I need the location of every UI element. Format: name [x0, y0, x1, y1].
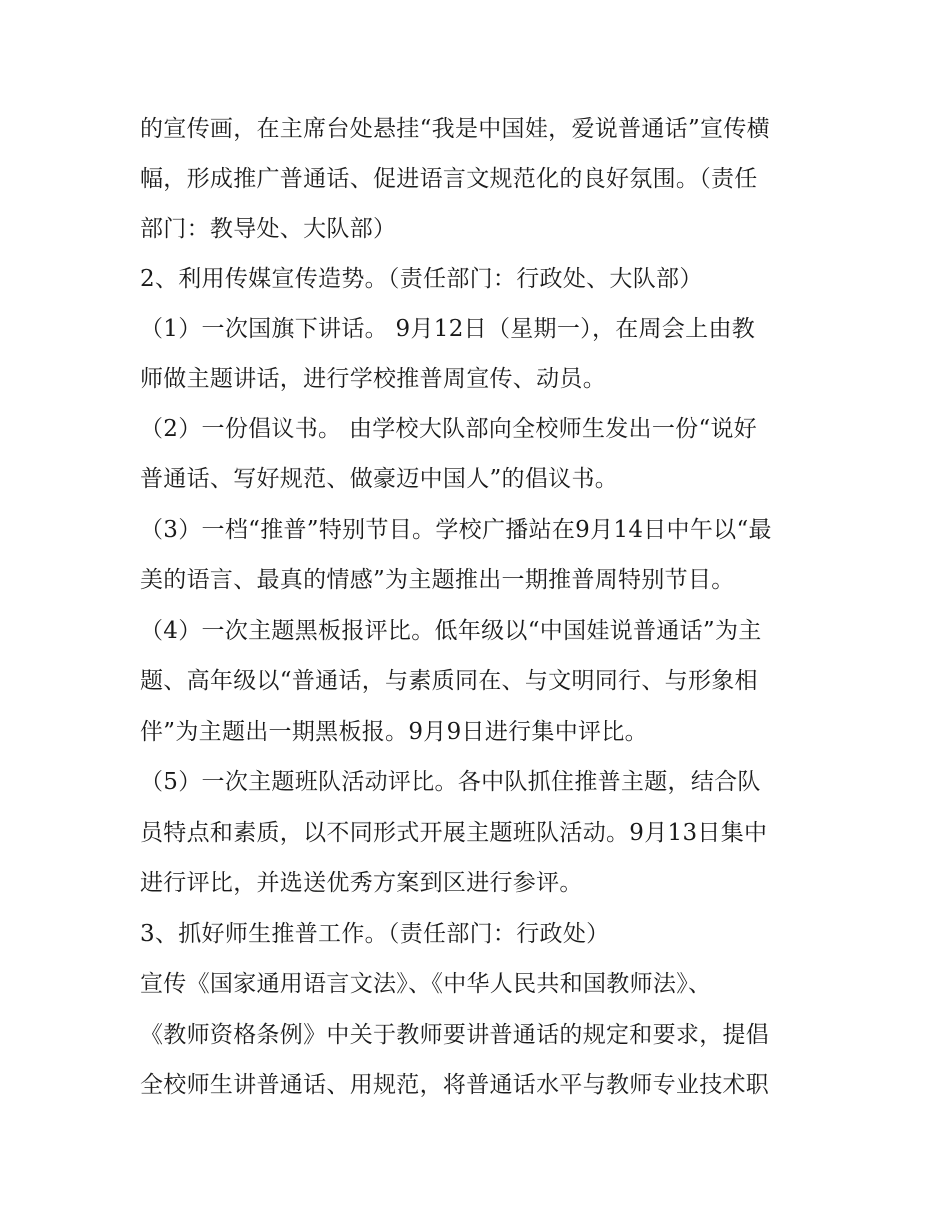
text-line: 3、抓好师生推普工作。（责任部门：行政处）: [140, 921, 610, 947]
text-line: 师做主题讲话，进行学校推普周宣传、动员。: [140, 366, 606, 392]
text-line: 的宣传画，在主席台处悬挂“我是中国娃，爱说普通话”宣传横: [140, 116, 770, 142]
text-line: 美的语言、最真的情感”为主题推出一期推普周特别节目。: [140, 567, 735, 593]
text-line: 《教师资格条例》中关于教师要讲普通话的规定和要求，提倡: [140, 1022, 770, 1048]
text-line: 普通话、写好规范、做豪迈中国人”的倡议书。: [140, 466, 619, 492]
text-line: 2、利用传媒宣传造势。（责任部门：行政处、大队部）: [140, 266, 703, 292]
text-line: 进行评比，并选送优秀方案到区进行参评。: [140, 870, 583, 896]
text-line: 宣传《国家通用语言文法》、《中华人民共和国教师法》、: [140, 971, 712, 997]
text-line: 伴”为主题出一期黑板报。9月9日进行集中评比。: [140, 719, 648, 745]
text-line: （3）一档“推普”特别节目。学校广播站在9月14日中午以“最: [140, 517, 772, 543]
text-line: （4）一次主题黑板报评比。低年级以“中国娃说普通话”为主: [140, 618, 762, 644]
text-line: 题、高年级以“普通话，与素质同在、与文明同行、与形象相: [140, 668, 758, 694]
text-line: 部门：教导处、大队部）: [140, 216, 397, 242]
text-line: 员特点和素质，以不同形式开展主题班队活动。9月13日集中: [140, 820, 768, 846]
text-line: （1）一次国旗下讲话。 9月12日（星期一），在周会上由教: [140, 316, 756, 342]
text-line: （2）一份倡议书。 由学校大队部向全校师生发出一份“说好: [140, 416, 758, 442]
text-line: 全校师生讲普通话、用规范，将普通话水平与教师专业技术职: [140, 1072, 770, 1098]
text-line: 幅，形成推广普通话、促进语言文规范化的良好氛围。（责任: [140, 166, 758, 192]
text-line: （5）一次主题班队活动评比。各中队抓住推普主题，结合队: [140, 769, 761, 795]
